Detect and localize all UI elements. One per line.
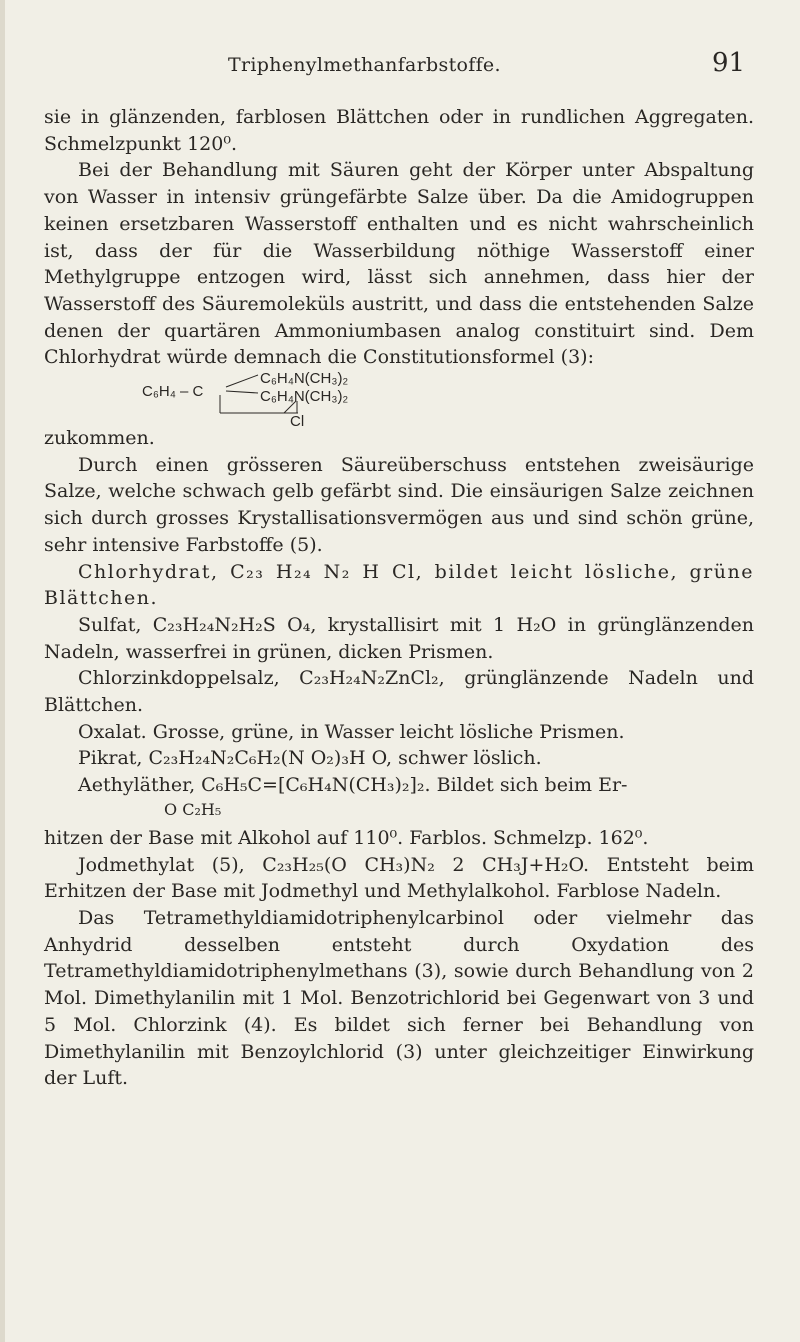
running-title: Triphenylmethanfarbstoffe. bbox=[228, 54, 501, 76]
entry-aethylaether: Aethyläther, C₆H₅C=[C₆H₄N(CH₃)₂]₂. Bildet sich beim Er- bbox=[78, 774, 628, 797]
entry-pikrat: Pikrat, C₂₃H₂₄N₂C₆H₂(N O₂)₃H O, schwer löslich. bbox=[78, 747, 542, 770]
page-number: 91 bbox=[712, 48, 746, 78]
entry-sulfat: Sulfat, C₂₃H₂₄N₂H₂S O₄, krystallisirt mit 1 H₂O in grünglänzenden Nadeln, wasserfrei in grünen, dicken Prismen. bbox=[44, 613, 754, 663]
paragraph-zukommen: zukommen. bbox=[44, 427, 155, 450]
paragraph-acid-treatment: Bei der Behandlung mit Säuren geht der Körper unter Abspaltung von Wasser in intensiv grüngefärbte Salze über. Da die Amidogruppen keinen ersetzbaren Wasserstoff enthalten und es nicht wahrscheinlich ist, dass der für die Wasserbildung nöthige Wasserstoff einer Methylgruppe entzogen wird, lässt sich annehmen, dass hier der Wasserstoff des Säuremoleküls austritt, und dass die entstehenden Salze denen der quartären Ammoniumbasen analog constituirt sind. Dem Chlorhydrat würde demnach die Constitutionsformel (3): bbox=[44, 159, 754, 369]
page-header bbox=[0, 48, 800, 88]
paragraph-aethylaether-continued: hitzen der Base mit Alkohol auf 110⁰. Farblos. Schmelzp. 162⁰. bbox=[44, 826, 649, 849]
entry-jodmethylat: Jodmethylat (5), C₂₃H₂₅(O CH₃)N₂ 2 CH₃J+H₂O. Entsteht beim Erhitzen der Base mit Jodmethyl und Methylalkohol. Farblose Nadeln. bbox=[44, 853, 754, 903]
paragraph-crystals: sie in glänzenden, farblosen Blättchen oder in rundlichen Aggregaten. Schmelzpunkt 120⁰. bbox=[44, 106, 754, 155]
entry-chlorhydrat: Chlorhydrat, C₂₃ H₂₄ N₂ H Cl, bildet leicht lösliche, grüne Blättchen. bbox=[44, 560, 754, 610]
ether-substituent-line bbox=[44, 799, 754, 825]
formula-bonds bbox=[44, 371, 444, 425]
paragraph-acid-excess: Durch einen grösseren Säureüberschuss entstehen zweisäurige Salze, welche schwach gelb gefärbt sind. Die einsäurigen Salze zeichnen sich durch grosses Krystallisationsvermögen aus und sind schön grüne, sehr intensive Farbstoffe (5). bbox=[44, 453, 754, 556]
page-edge-shadow bbox=[0, 0, 5, 1342]
constitution-formula bbox=[44, 370, 754, 431]
entry-oxalat: Oxalat. Grosse, grüne, in Wasser leicht lösliche Prismen. bbox=[78, 720, 625, 743]
formula-upper-group: C₆H₄N(CH₃)₂ bbox=[260, 370, 349, 388]
ether-substituent: O C₂H₅ bbox=[164, 799, 222, 819]
body-text bbox=[44, 104, 754, 1092]
formula-chlorine: Cl bbox=[290, 413, 305, 431]
paragraph-carbinol: Das Tetramethyldiamidotriphenylcarbinol oder vielmehr das Anhydrid desselben entsteht durch Oxydation des Tetramethyldiamidotriphenylmethans (3), sowie durch Behandlung von 2 Mol. Dimethylanilin mit 1 Mol. Benzotrichlorid bei Gegenwart von 3 und 5 Mol. Chlorzink (4). Es bildet sich ferner bei Behandlung von Dimethylanilin mit Benzoylchlorid (3) unter gleichzeitiger Einwirkung der Luft. bbox=[44, 906, 754, 1090]
formula-lower-group: C₆H₄N(CH₃)₂ bbox=[260, 388, 349, 406]
entry-chlorzinkdoppelsalz: Chlorzinkdoppelsalz, C₂₃H₂₄N₂ZnCl₂, grünglänzende Nadeln und Blättchen. bbox=[44, 667, 754, 717]
formula-core: C₆H₄ – C bbox=[142, 383, 204, 401]
